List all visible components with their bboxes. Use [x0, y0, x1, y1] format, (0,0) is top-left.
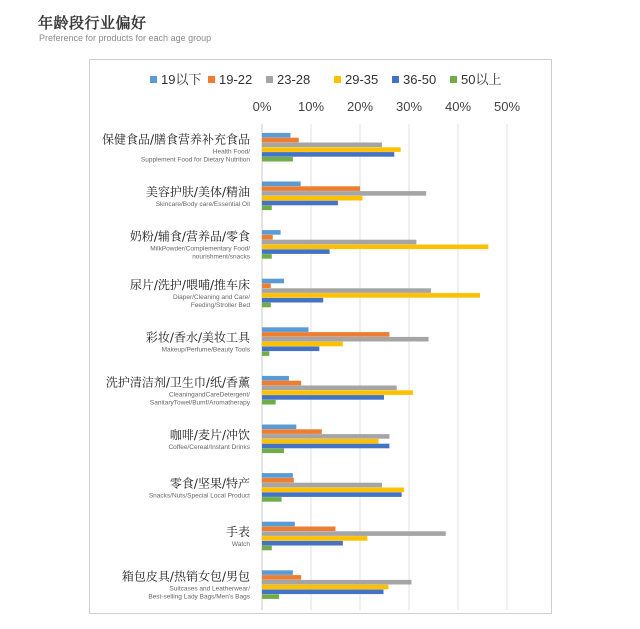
- category-sublabel: Makeup/Perfume/Beauty Tools: [161, 346, 250, 354]
- category-sublabel: Skincare/Body care/Essential Oil: [155, 200, 250, 208]
- legend-label: 29-35: [345, 72, 379, 87]
- bar: [262, 284, 271, 289]
- bar: [262, 138, 299, 143]
- bar: [262, 386, 397, 391]
- bar: [262, 425, 296, 430]
- bar: [262, 478, 294, 483]
- bar: [262, 303, 271, 308]
- category-sublabel: nourishment/snacks: [192, 253, 250, 261]
- bar: [262, 429, 322, 434]
- bar: [262, 497, 282, 502]
- bar: [262, 157, 293, 162]
- bar: [262, 522, 295, 527]
- bar: [262, 444, 389, 449]
- category-label: 保健食品/膳食营养补充食品: [101, 132, 250, 147]
- bar: [262, 536, 367, 541]
- legend-label: 23-28: [277, 72, 311, 87]
- bar: [262, 186, 360, 191]
- legend-label: 36-50: [403, 72, 437, 87]
- category-sublabel: Best-selling Lady Bags/Men's Bags: [148, 593, 250, 601]
- legend-label: 50以上: [461, 72, 502, 87]
- bar: [262, 201, 338, 206]
- bar: [262, 196, 362, 201]
- category-label: 尿片/洗护/喂哺/推车床: [129, 278, 250, 293]
- bar: [262, 575, 301, 580]
- bar: [262, 449, 284, 454]
- bar: [262, 182, 301, 187]
- bar: [262, 147, 401, 152]
- bar: [262, 133, 290, 138]
- bar: [262, 594, 279, 599]
- category-label: 零食/坚果/特产: [169, 476, 250, 491]
- bar: [262, 570, 293, 575]
- bar: [262, 488, 404, 493]
- legend-swatch: [208, 76, 215, 83]
- bar: [262, 240, 416, 245]
- bar: [262, 351, 269, 356]
- bar: [262, 327, 309, 332]
- category-sublabel: Health Food/: [212, 148, 250, 156]
- bar: [262, 143, 382, 148]
- bar: [262, 483, 382, 488]
- legend-label: 19-22: [219, 72, 253, 87]
- x-tick-label: 20%: [346, 99, 374, 114]
- x-tick-label: 0%: [252, 99, 272, 114]
- category-sublabel: CleaningandCareDetergent/: [169, 391, 250, 399]
- bar: [262, 342, 343, 347]
- legend-swatch: [392, 76, 399, 83]
- x-tick-label: 40%: [444, 99, 472, 114]
- bar: [262, 434, 389, 439]
- bar: [262, 400, 276, 405]
- bar: [262, 249, 330, 254]
- category-sublabel: Diaper/Cleaning and Care/: [173, 294, 250, 302]
- bar: [262, 254, 272, 259]
- category-sublabel: Suitcases and Leatherwear/: [169, 585, 250, 593]
- bar: [262, 439, 379, 444]
- category-sublabel: SanitaryTowel/Bumf/Aromatherapy: [149, 399, 250, 407]
- page-subtitle: Preference for products for each age group: [39, 33, 212, 43]
- bar: [262, 473, 293, 478]
- bar: [262, 245, 488, 250]
- x-tick-label: 30%: [395, 99, 423, 114]
- bar: [262, 395, 384, 400]
- x-tick-label: 10%: [297, 99, 325, 114]
- category-sublabel: Coffee/Cereal/Instant Drinks: [168, 443, 250, 451]
- bar: [262, 546, 272, 551]
- bar: [262, 191, 426, 196]
- page-title: 年龄段行业偏好: [38, 14, 147, 32]
- bar: [262, 332, 389, 337]
- category-label: 咖啡/麦片/冲饮: [169, 427, 250, 442]
- bar: [262, 230, 281, 235]
- category-sublabel: Snacks/Nuts/Special Local Product: [148, 492, 250, 500]
- bar: [262, 337, 429, 342]
- bar: [262, 590, 384, 595]
- legend-swatch: [266, 76, 273, 83]
- bar: [262, 585, 388, 590]
- bar: [262, 381, 301, 386]
- category-label: 彩妆/香水/美妆工具: [145, 330, 250, 345]
- bar: [262, 293, 480, 298]
- bar: [262, 206, 272, 211]
- bar: [262, 279, 284, 284]
- legend-label: 19以下: [161, 72, 202, 87]
- category-label: 洗护清洁剂/卫生巾/纸/香薰: [105, 375, 250, 390]
- category-sublabel: Feeding/Stroller Bed: [190, 302, 250, 310]
- bar: [262, 492, 402, 497]
- category-label: 奶粉/辅食/营养品/零食: [129, 229, 250, 244]
- bar: [262, 347, 319, 352]
- bar: [262, 288, 431, 293]
- bar: [262, 235, 273, 240]
- bar: [262, 527, 336, 532]
- bar: [262, 298, 323, 303]
- legend-swatch: [150, 76, 157, 83]
- category-label: 美容护肤/美体/精油: [145, 184, 250, 199]
- legend-swatch: [334, 76, 341, 83]
- category-sublabel: MilkPowder/Complementary Food/: [150, 245, 250, 253]
- bar: [262, 541, 343, 546]
- x-tick-label: 50%: [493, 99, 521, 114]
- category-label: 手表: [225, 525, 250, 540]
- category-sublabel: Supplement Food for Dietary Nutrition: [140, 156, 250, 164]
- bar: [262, 580, 411, 585]
- category-label: 箱包皮具/热销女包/男包: [121, 569, 250, 584]
- bar: [262, 376, 289, 381]
- legend-swatch: [450, 76, 457, 83]
- category-sublabel: Watch: [231, 541, 250, 549]
- bar: [262, 152, 394, 157]
- bar: [262, 531, 446, 536]
- bar: [262, 390, 413, 395]
